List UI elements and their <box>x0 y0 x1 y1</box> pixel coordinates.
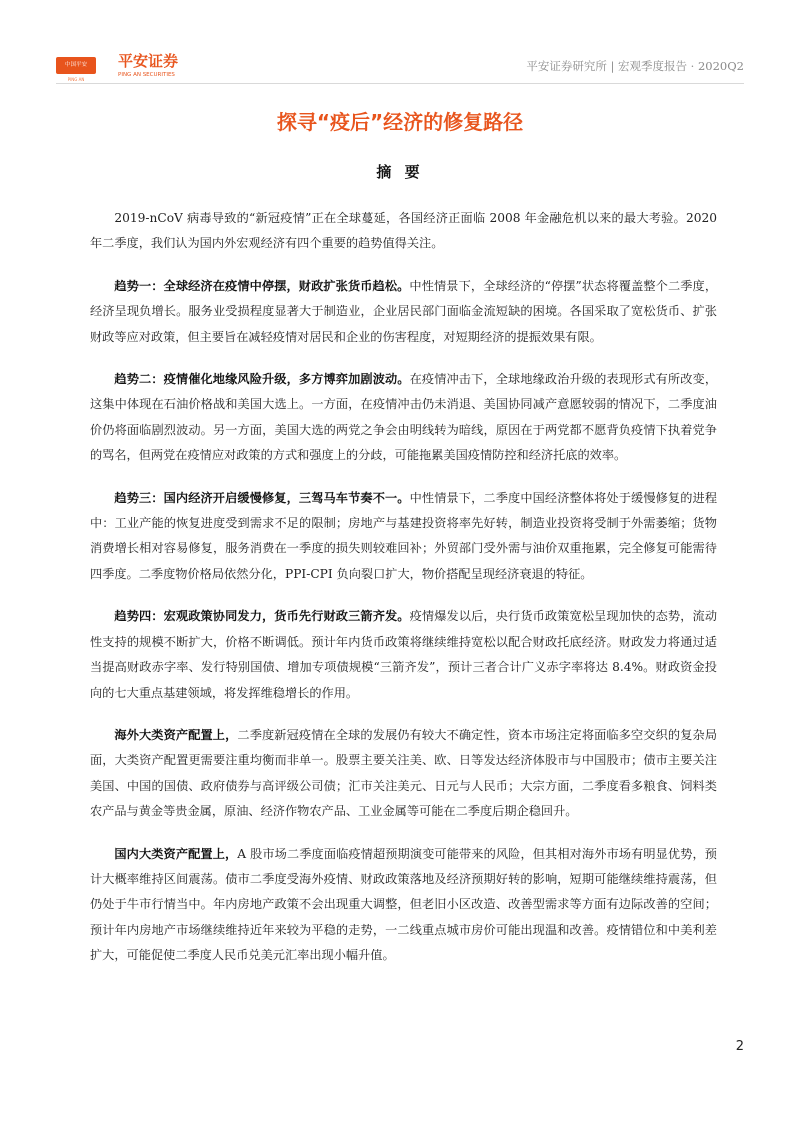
logo-badge-text: 中国平安 <box>64 62 87 68</box>
paragraph-trend-2 <box>90 367 717 469</box>
abstract-heading: 摘 要 <box>376 163 424 181</box>
brand-name-cn: 平安证券 <box>118 52 179 70</box>
paragraph-text: 2019-nCoV 病毒导致的“新冠疫情”正在全球蔓延，各国经济正面临 2008 年金融危机以来的最大考验。2020 年二季度，我们认为国内外宏观经济有四个重要的趋势值得关注。 <box>90 211 717 251</box>
paragraph-lead: 国内大类资产配置上， <box>114 846 238 861</box>
paragraph-domestic-assets <box>90 842 717 969</box>
paragraph-intro <box>90 206 717 257</box>
header-divider <box>56 83 744 84</box>
page-header <box>0 0 800 84</box>
paragraph-overseas-assets <box>90 723 717 825</box>
paragraph-text: 疫情爆发以后，央行货币政策宽松呈现加快的态势，流动性支持的规模不断扩大，价格不断调低。预计年内货币政策将继续维持宽松以配合财政托底经济。财政发力将通过适当提高财政赤字率、发行特别国债、增加专项债规模“三箭齐发”，预计三者合计广义赤字率将达 8.4%。财政资金投向的七大重点基建领域，将发挥维稳增长的作用。 <box>90 609 718 700</box>
paragraph-text: 在疫情冲击下，全球地缘政治升级的表现形式有所改变，这集中体现在石油价格战和美国大选上。一方面，在疫情冲击仍未消退、美国协同减产意愿较弱的情况下，二季度油价仍将面临剧烈波动。另一方面，美国大选的两党之争会由明线转为暗线，原因在于两党都不愿背负疫情下执着党争的骂名，但两党在疫情应对政策的方式和强度上的分歧，可能拖累美国疫情防控和经济托底的效率。 <box>90 372 718 463</box>
paragraph-lead: 趋势二：疫情催化地缘风险升级，多方博弈加剧波动。 <box>114 372 410 387</box>
report-info: 平安证券研究所 | 宏观季度报告 · 2020Q2 <box>526 59 744 73</box>
paragraph-lead: 趋势四：宏观政策协同发力，货币先行财政三箭齐发。 <box>114 609 410 624</box>
paragraph-text: 中性情景下，二季度中国经济整体将处于缓慢修复的进程中：工业产能的恢复进度受到需求不足的限制；房地产与基建投资将率先好转，制造业投资将受制于外需萎缩；货物消费增长相对容易修复，服务消费在一季度的损失则较难回补；外贸部门受外需与油价双重拖累，完全修复可能需待四季度。二季度物价格局依然分化，PPI-CPI 负向裂口扩大，物价搭配呈现经济衰退的特征。 <box>90 490 718 581</box>
paragraph-trend-3 <box>90 486 717 588</box>
paragraph-lead: 趋势三：国内经济开启缓慢修复，三驾马车节奏不一。 <box>114 490 410 505</box>
paragraph-lead: 趋势一：全球经济在疫情中停摆，财政扩张货币趋松。 <box>114 278 410 293</box>
page-number: 2 <box>735 1039 744 1054</box>
abstract-body <box>90 206 717 986</box>
paragraph-text: A 股市场二季度面临疫情超预期演变可能带来的风险，但其相对海外市场有明显优势，预计大概率维持区间震荡。债市二季度受海外疫情、财政政策落地及经济预期好转的影响，短期可能继续维持震荡，但仍处于牛市行情当中。年内房地产政策不会出现重大调整，但老旧小区改造、改善型需求等方面有边际改善的空间；预计年内房地产市场继续维持近年来较为平稳的走势，一二线重点城市房价可能出现温和改善。疫情错位和中美利差扩大，可能促使二季度人民币兑美元汇率出现小幅升值。 <box>90 846 717 963</box>
ping-an-logo-icon <box>56 57 96 82</box>
paragraph-text: 中性情景下，全球经济的“停摆”状态将覆盖整个二季度，经济呈现负增长。服务业受损程度显著大于制造业，企业居民部门面临金流短缺的困境。各国采取了宽松货币、扩张财政等应对政策，但主要旨在减轻疫情对居民和企业的伤害程度，对短期经济的提振效果有限。 <box>90 278 718 344</box>
paragraph-lead: 海外大类资产配置上， <box>114 727 238 742</box>
paragraph-trend-1 <box>90 274 717 350</box>
logo-badge-subtext: PING AN <box>67 77 85 82</box>
paragraph-text: 二季度新冠疫情在全球的发展仍有较大不确定性，资本市场注定将面临多空交织的复杂局面，大类资产配置更需要注重均衡而非单一。股票主要关注美、欧、日等发达经济体股市与中国股市；债市主要关注美国、中国的国债、政府债券与高评级公司债；汇市关注美元、日元与人民币；大宗方面，二季度看多粮食、饲料类农产品与黄金等贵金属，原油、经济作物农产品、工业金属等可能在二季度后期企稳回升。 <box>90 727 718 819</box>
paragraph-trend-4 <box>90 604 717 706</box>
document-title: 探寻“疫后”经济的修复路径 <box>276 110 524 134</box>
brand-name-en: PING AN SECURITIES <box>118 72 175 78</box>
